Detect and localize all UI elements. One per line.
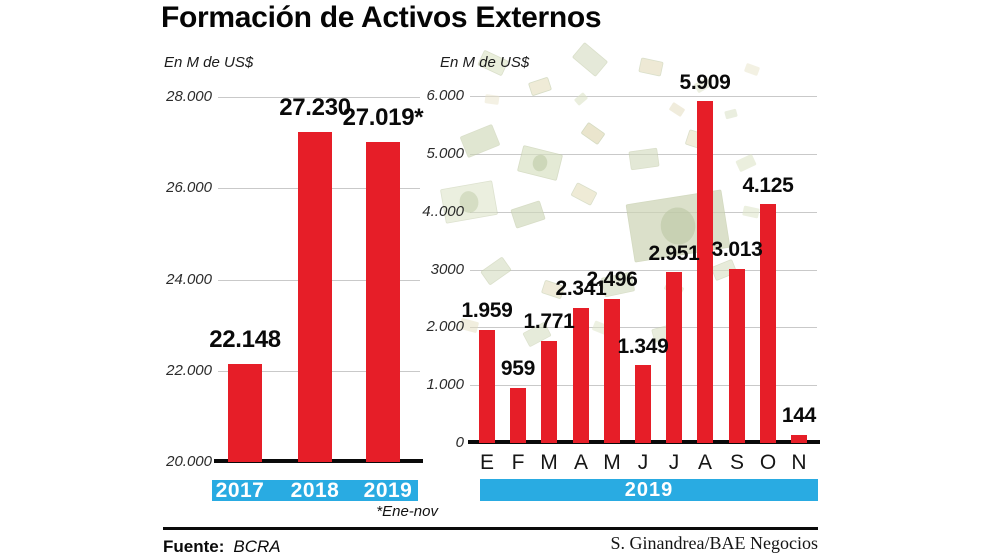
- bar-value-label: 2.951: [648, 242, 700, 265]
- bar-value-label: 3.013: [711, 238, 763, 261]
- y-tick-label: 1.000: [426, 376, 464, 393]
- bar-value-label: 22.148: [209, 326, 281, 353]
- credit-line: S. Ginandrea/BAE Negocios: [610, 533, 818, 553]
- page-title: Formación de Activos Externos: [161, 1, 602, 34]
- x-month-label: J: [668, 451, 680, 474]
- bar: [510, 388, 526, 443]
- y-tick-label: 24.000: [166, 271, 212, 288]
- source-label: Fuente:: [163, 537, 225, 556]
- bar-value-label: 5.909: [679, 71, 731, 94]
- annual-units-label: En M de US$: [164, 54, 254, 71]
- bar: [791, 435, 807, 443]
- monthly-units-label: En M de US$: [440, 54, 530, 71]
- y-tick-label: 3000: [430, 261, 464, 278]
- bar: [697, 101, 713, 443]
- y-tick-label: 22.000: [166, 362, 212, 379]
- footer-divider: [163, 527, 818, 530]
- bar-value-label: 27.230: [279, 94, 351, 121]
- bar-value-label: 1.349: [617, 335, 669, 358]
- year-label-2019: 2019: [363, 479, 413, 502]
- x-month-label: S: [729, 451, 744, 474]
- y-tick-label: 6.000: [426, 87, 464, 104]
- y-tick-label: 2.000: [426, 318, 464, 335]
- x-month-label: E: [479, 451, 494, 474]
- x-month-label: A: [697, 451, 712, 474]
- bar: [635, 365, 651, 443]
- bar-value-label: 2.341: [555, 277, 607, 300]
- bar: [479, 330, 495, 443]
- bar-value-label: 27.019*: [342, 104, 424, 131]
- x-month-label: M: [540, 451, 558, 474]
- y-tick-label: 28.000: [166, 88, 212, 105]
- y-tick-label: 26.000: [166, 179, 212, 196]
- bar-value-label: 144: [781, 404, 817, 427]
- x-month-label: N: [791, 451, 807, 474]
- y-tick-label: 20.000: [166, 453, 212, 470]
- x-month-label: M: [603, 451, 621, 474]
- x-month-label: J: [637, 451, 649, 474]
- y-tick-label: 5.000: [426, 145, 464, 162]
- bar-value-label: 959: [500, 357, 536, 380]
- bar-value-label: 1.771: [523, 310, 575, 333]
- year-label-2018: 2018: [290, 479, 340, 502]
- year-label-2017: 2017: [215, 479, 265, 502]
- x-month-label: F: [511, 451, 525, 474]
- bar-value-label: 1.959: [461, 299, 513, 322]
- bar: [228, 364, 262, 462]
- bar: [366, 142, 400, 462]
- source-value: BCRA: [233, 537, 281, 556]
- bar-value-label: 2.496: [586, 268, 638, 291]
- annual-year-band: [212, 480, 418, 501]
- source-line: [163, 537, 281, 557]
- y-tick-label: 4..000: [422, 203, 464, 220]
- monthly-year-band: [480, 479, 818, 501]
- x-month-label: A: [573, 451, 588, 474]
- y-tick-label: 0: [455, 434, 464, 451]
- x-month-label: O: [759, 451, 777, 474]
- bar: [298, 132, 332, 462]
- footnote: *Ene-nov: [376, 503, 438, 520]
- bar-value-label: 4.125: [742, 174, 794, 197]
- band-year-label: 2019: [624, 478, 674, 501]
